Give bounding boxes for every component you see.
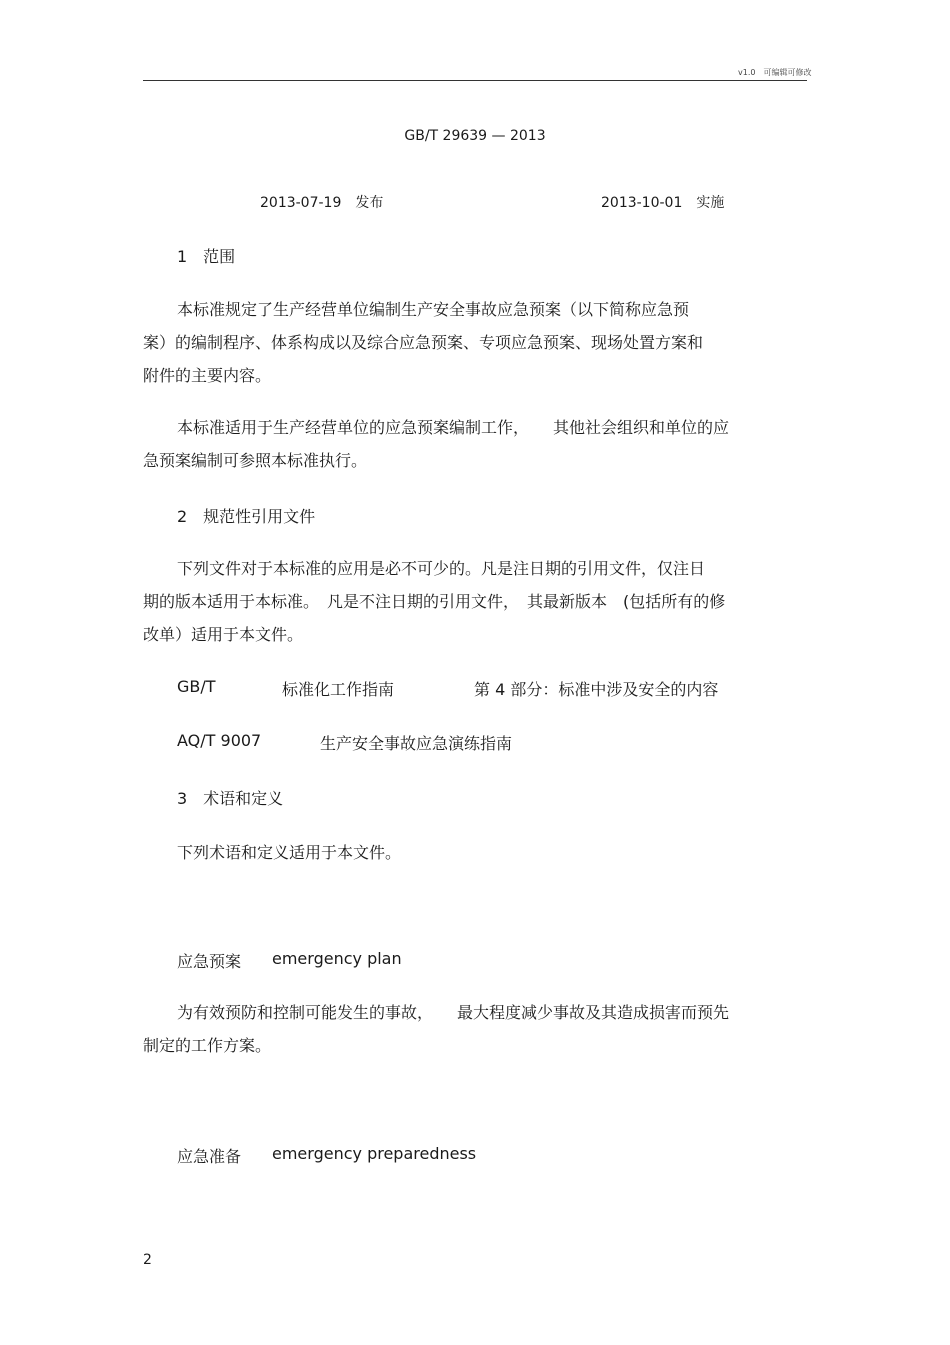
section-2-paragraph-1	[143, 552, 807, 651]
paragraph-line: 急预案编制可参照本标准执行。	[143, 451, 368, 470]
header-rule	[143, 80, 807, 81]
paragraph-line: 为有效预防和控制可能发生的事故， 最大程度减少事故及其造成损害而预先	[177, 1003, 730, 1022]
term-2-en: emergency preparedness	[272, 1144, 477, 1163]
release-date-value: 2013-07-19	[260, 195, 342, 211]
paragraph-line: 改单）适用于本文件。	[143, 625, 304, 644]
reference-2-code: AQ/T 9007	[177, 731, 262, 750]
reference-1-part: 第 4 部分：标准中涉及安全的内容	[474, 680, 719, 699]
effective-date-value: 2013-10-01	[601, 195, 683, 211]
reference-1-title: 标准化工作指南	[282, 680, 395, 699]
paragraph-line: 附件的主要内容。	[143, 366, 272, 385]
effective-label: 实施	[696, 195, 725, 211]
section-1-paragraph-1	[143, 293, 807, 392]
effective-date	[601, 192, 724, 212]
term-1-en: emergency plan	[272, 949, 402, 968]
section-2-heading: 2 规范性引用文件	[177, 507, 316, 526]
paragraph-line: 期的版本适用于本标准。 凡是不注日期的引用文件， 其最新版本 (包括所有的修	[143, 592, 726, 611]
term-1-cn: 应急预案	[177, 952, 242, 971]
paragraph-line: 本标准适用于生产经营单位的应急预案编制工作， 其他社会组织和单位的应	[177, 418, 730, 437]
paragraph-line: 下列文件对于本标准的应用是必不可少的。凡是注日期的引用文件，仅注日	[177, 559, 706, 578]
paragraph-line: 案）的编制程序、体系构成以及综合应急预案、专项应急预案、现场处置方案和	[143, 333, 704, 352]
page-number: 2	[143, 1252, 152, 1268]
release-date	[260, 192, 383, 212]
reference-1-code: GB/T	[177, 677, 216, 696]
paragraph-line: 本标准规定了生产经营单位编制生产安全事故应急预案（以下简称应急预	[177, 300, 690, 319]
standard-code: GB/T 29639 — 2013	[404, 128, 546, 144]
section-3-heading: 3 术语和定义	[177, 789, 284, 808]
paragraph-line: 制定的工作方案。	[143, 1036, 272, 1055]
reference-2-title: 生产安全事故应急演练指南	[320, 734, 513, 753]
release-label: 发布	[355, 195, 384, 211]
term-2-cn: 应急准备	[177, 1147, 242, 1166]
term-1-definition	[143, 996, 807, 1062]
header-version-note: v1.0 可编辑可修改	[738, 68, 812, 77]
section-1-paragraph-2	[143, 411, 807, 477]
section-3-intro: 下列术语和定义适用于本文件。	[177, 843, 402, 862]
section-1-heading: 1 范围	[177, 247, 236, 266]
